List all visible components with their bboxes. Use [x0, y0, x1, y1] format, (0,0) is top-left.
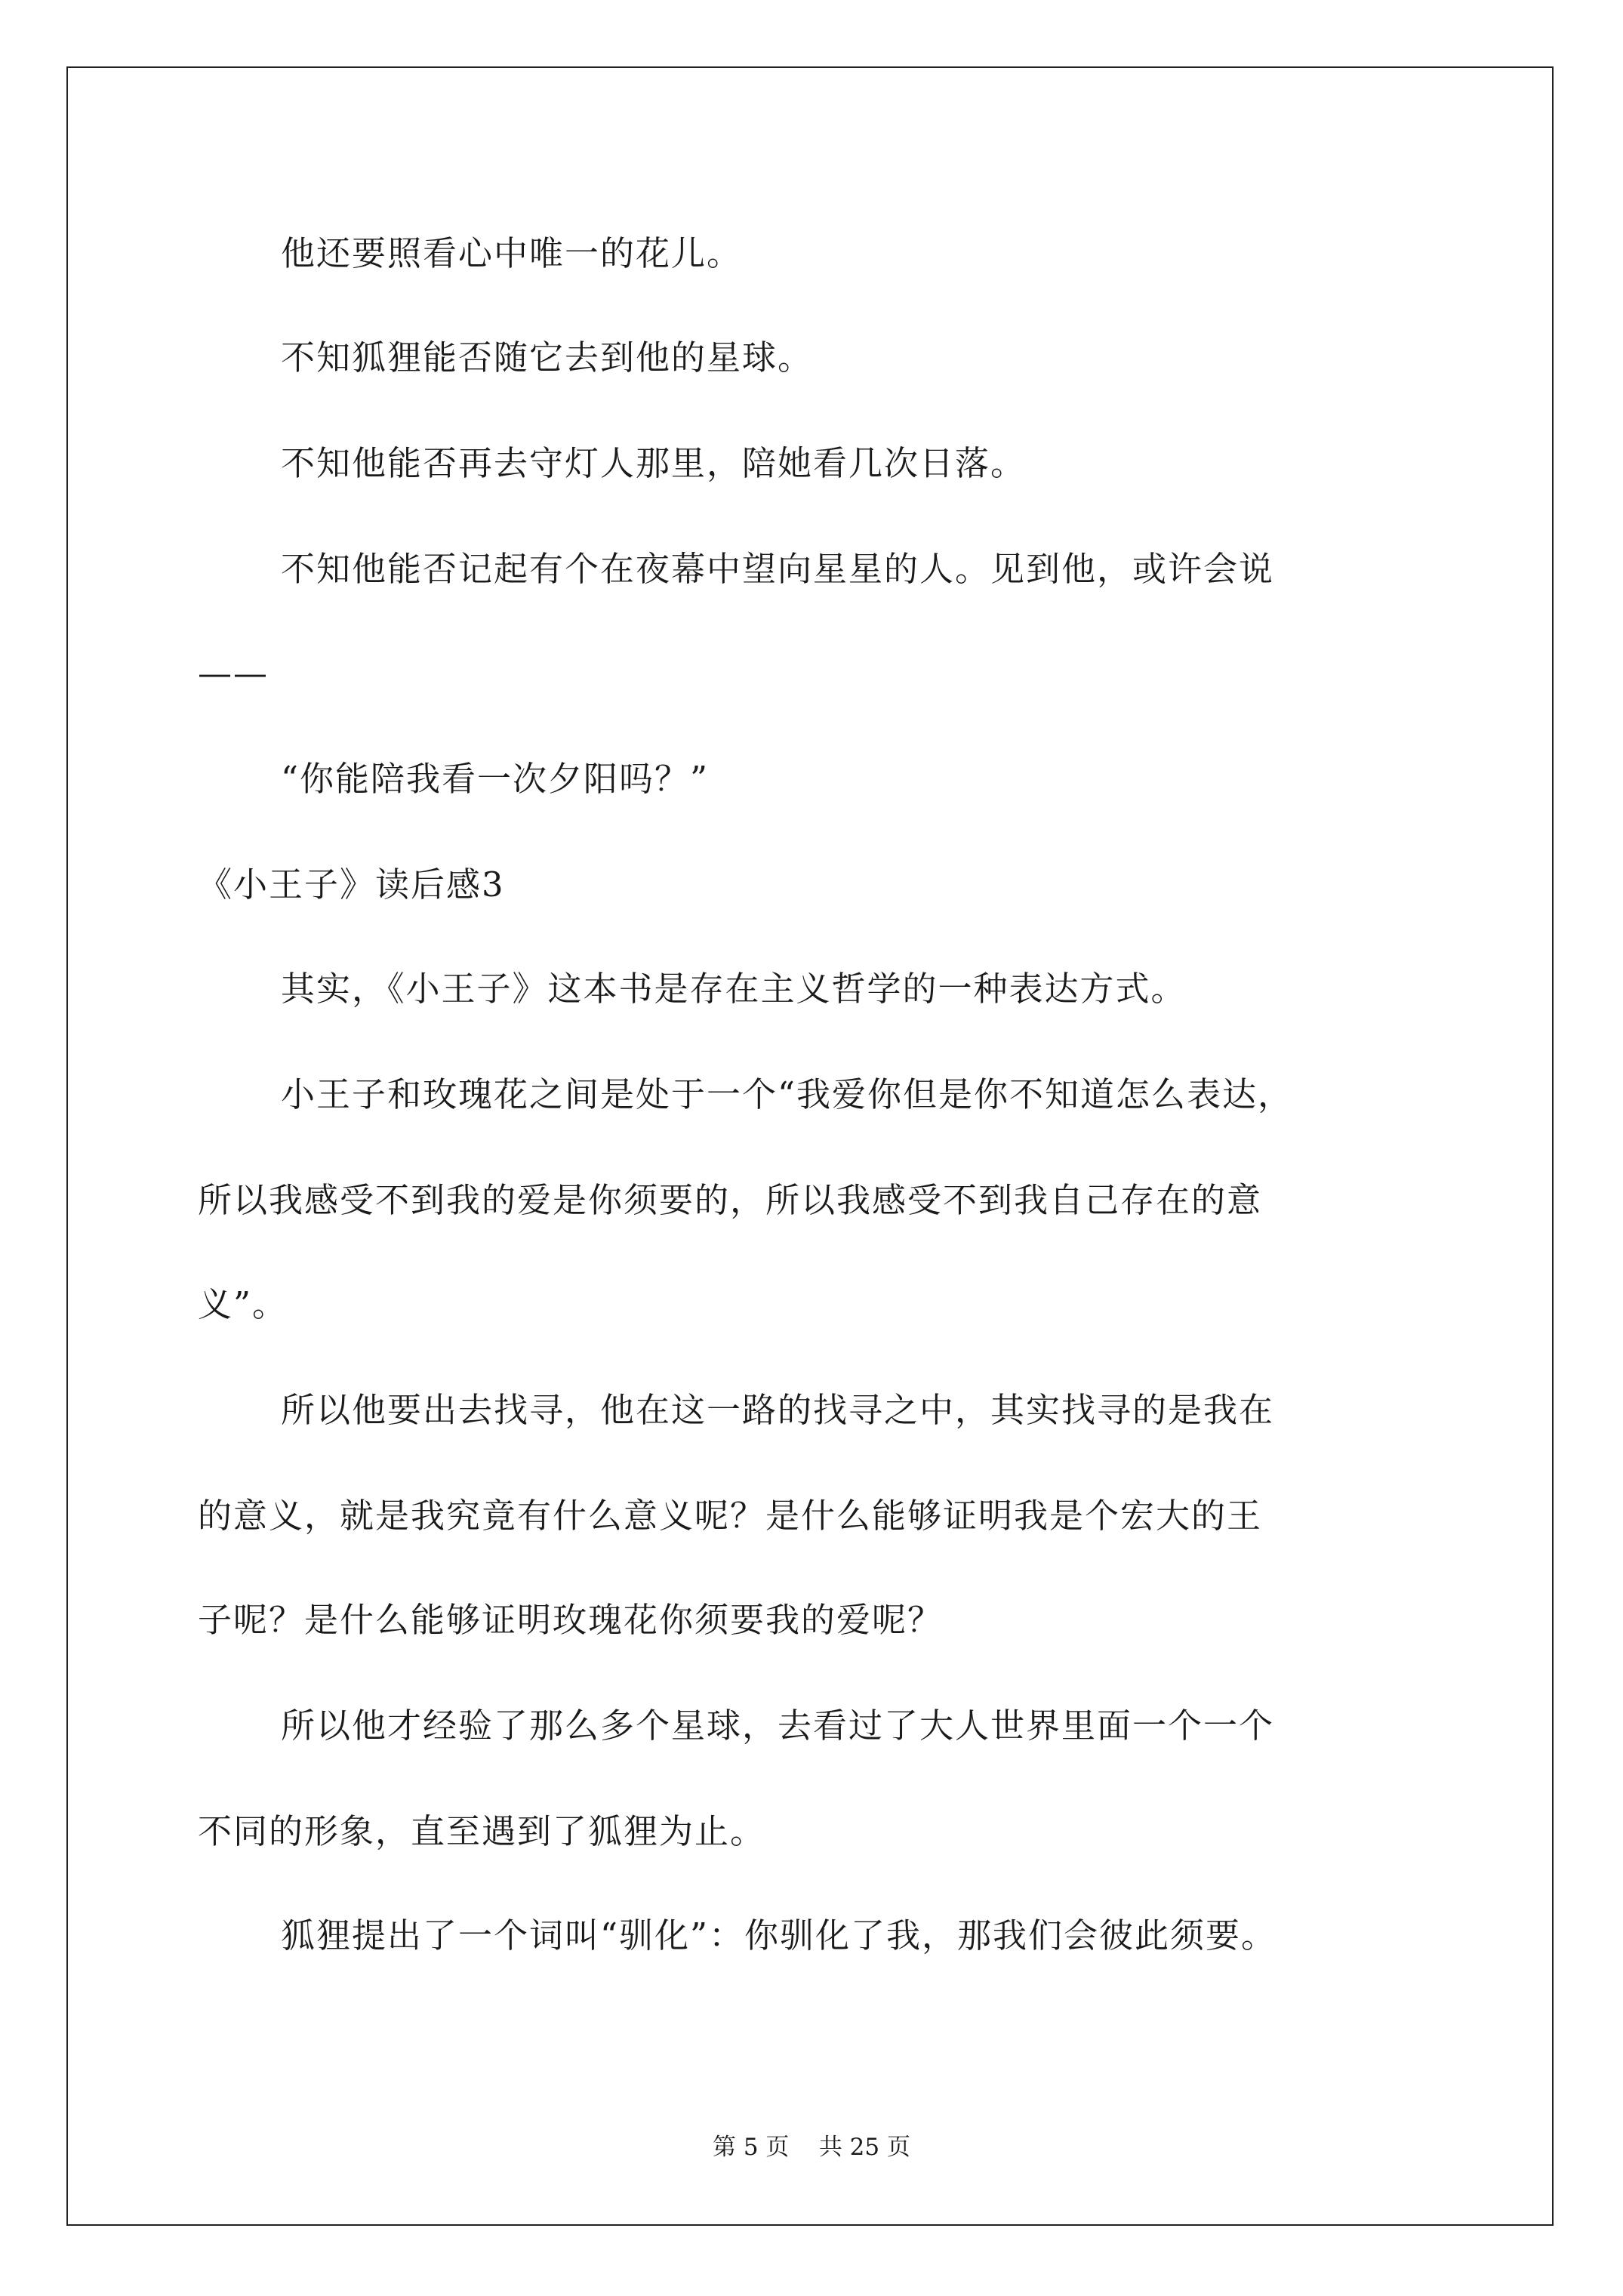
text-line: 义”。	[198, 1284, 288, 1324]
text-line: 不知他能否记起有个在夜幕中望向星星的人。见到他，或许会说	[281, 549, 1275, 589]
text-line: 其实，《小王子》这本书是存在主义哲学的一种表达方式。	[281, 969, 1187, 1009]
text-line: 的意义，就是我究竟有什么意义呢？是什么能够证明我是个宏大的王	[198, 1496, 1263, 1536]
page-number-footer: 第 5 页 共 25 页	[712, 2134, 910, 2161]
text-line: 小王子和玫瑰花之间是处于一个“我爱你但是你不知道怎么表达，	[281, 1074, 1294, 1114]
page-border	[66, 66, 1554, 2226]
section-heading: 《小王子》读后感3	[198, 864, 505, 905]
text-line: 所以我感受不到我的爱是你须要的，所以我感受不到我自己存在的意	[198, 1180, 1263, 1220]
text-line: 狐狸提出了一个词叫“驯化”：你驯化了我，那我们会彼此须要。	[281, 1915, 1277, 1955]
text-line: 所以他才经验了那么多个星球，去看过了大人世界里面一个一个	[281, 1706, 1275, 1746]
text-line: 子呢？是什么能够证明玫瑰花你须要我的爱呢？	[198, 1600, 944, 1640]
text-line: 所以他要出去找寻，他在这一路的找寻之中，其实找寻的是我在	[281, 1390, 1275, 1430]
text-line: 不同的形象，直至遇到了狐狸为止。	[198, 1811, 766, 1851]
text-line: 不知他能否再去守灯人那里，陪她看几次日落。	[281, 443, 1027, 483]
text-line: 不知狐狸能否随它去到他的星球。	[281, 337, 814, 378]
text-line: ——	[198, 653, 269, 693]
text-line: “你能陪我看一次夕阳吗？”	[281, 759, 710, 799]
text-line: 他还要照看心中唯一的花儿。	[281, 233, 743, 273]
